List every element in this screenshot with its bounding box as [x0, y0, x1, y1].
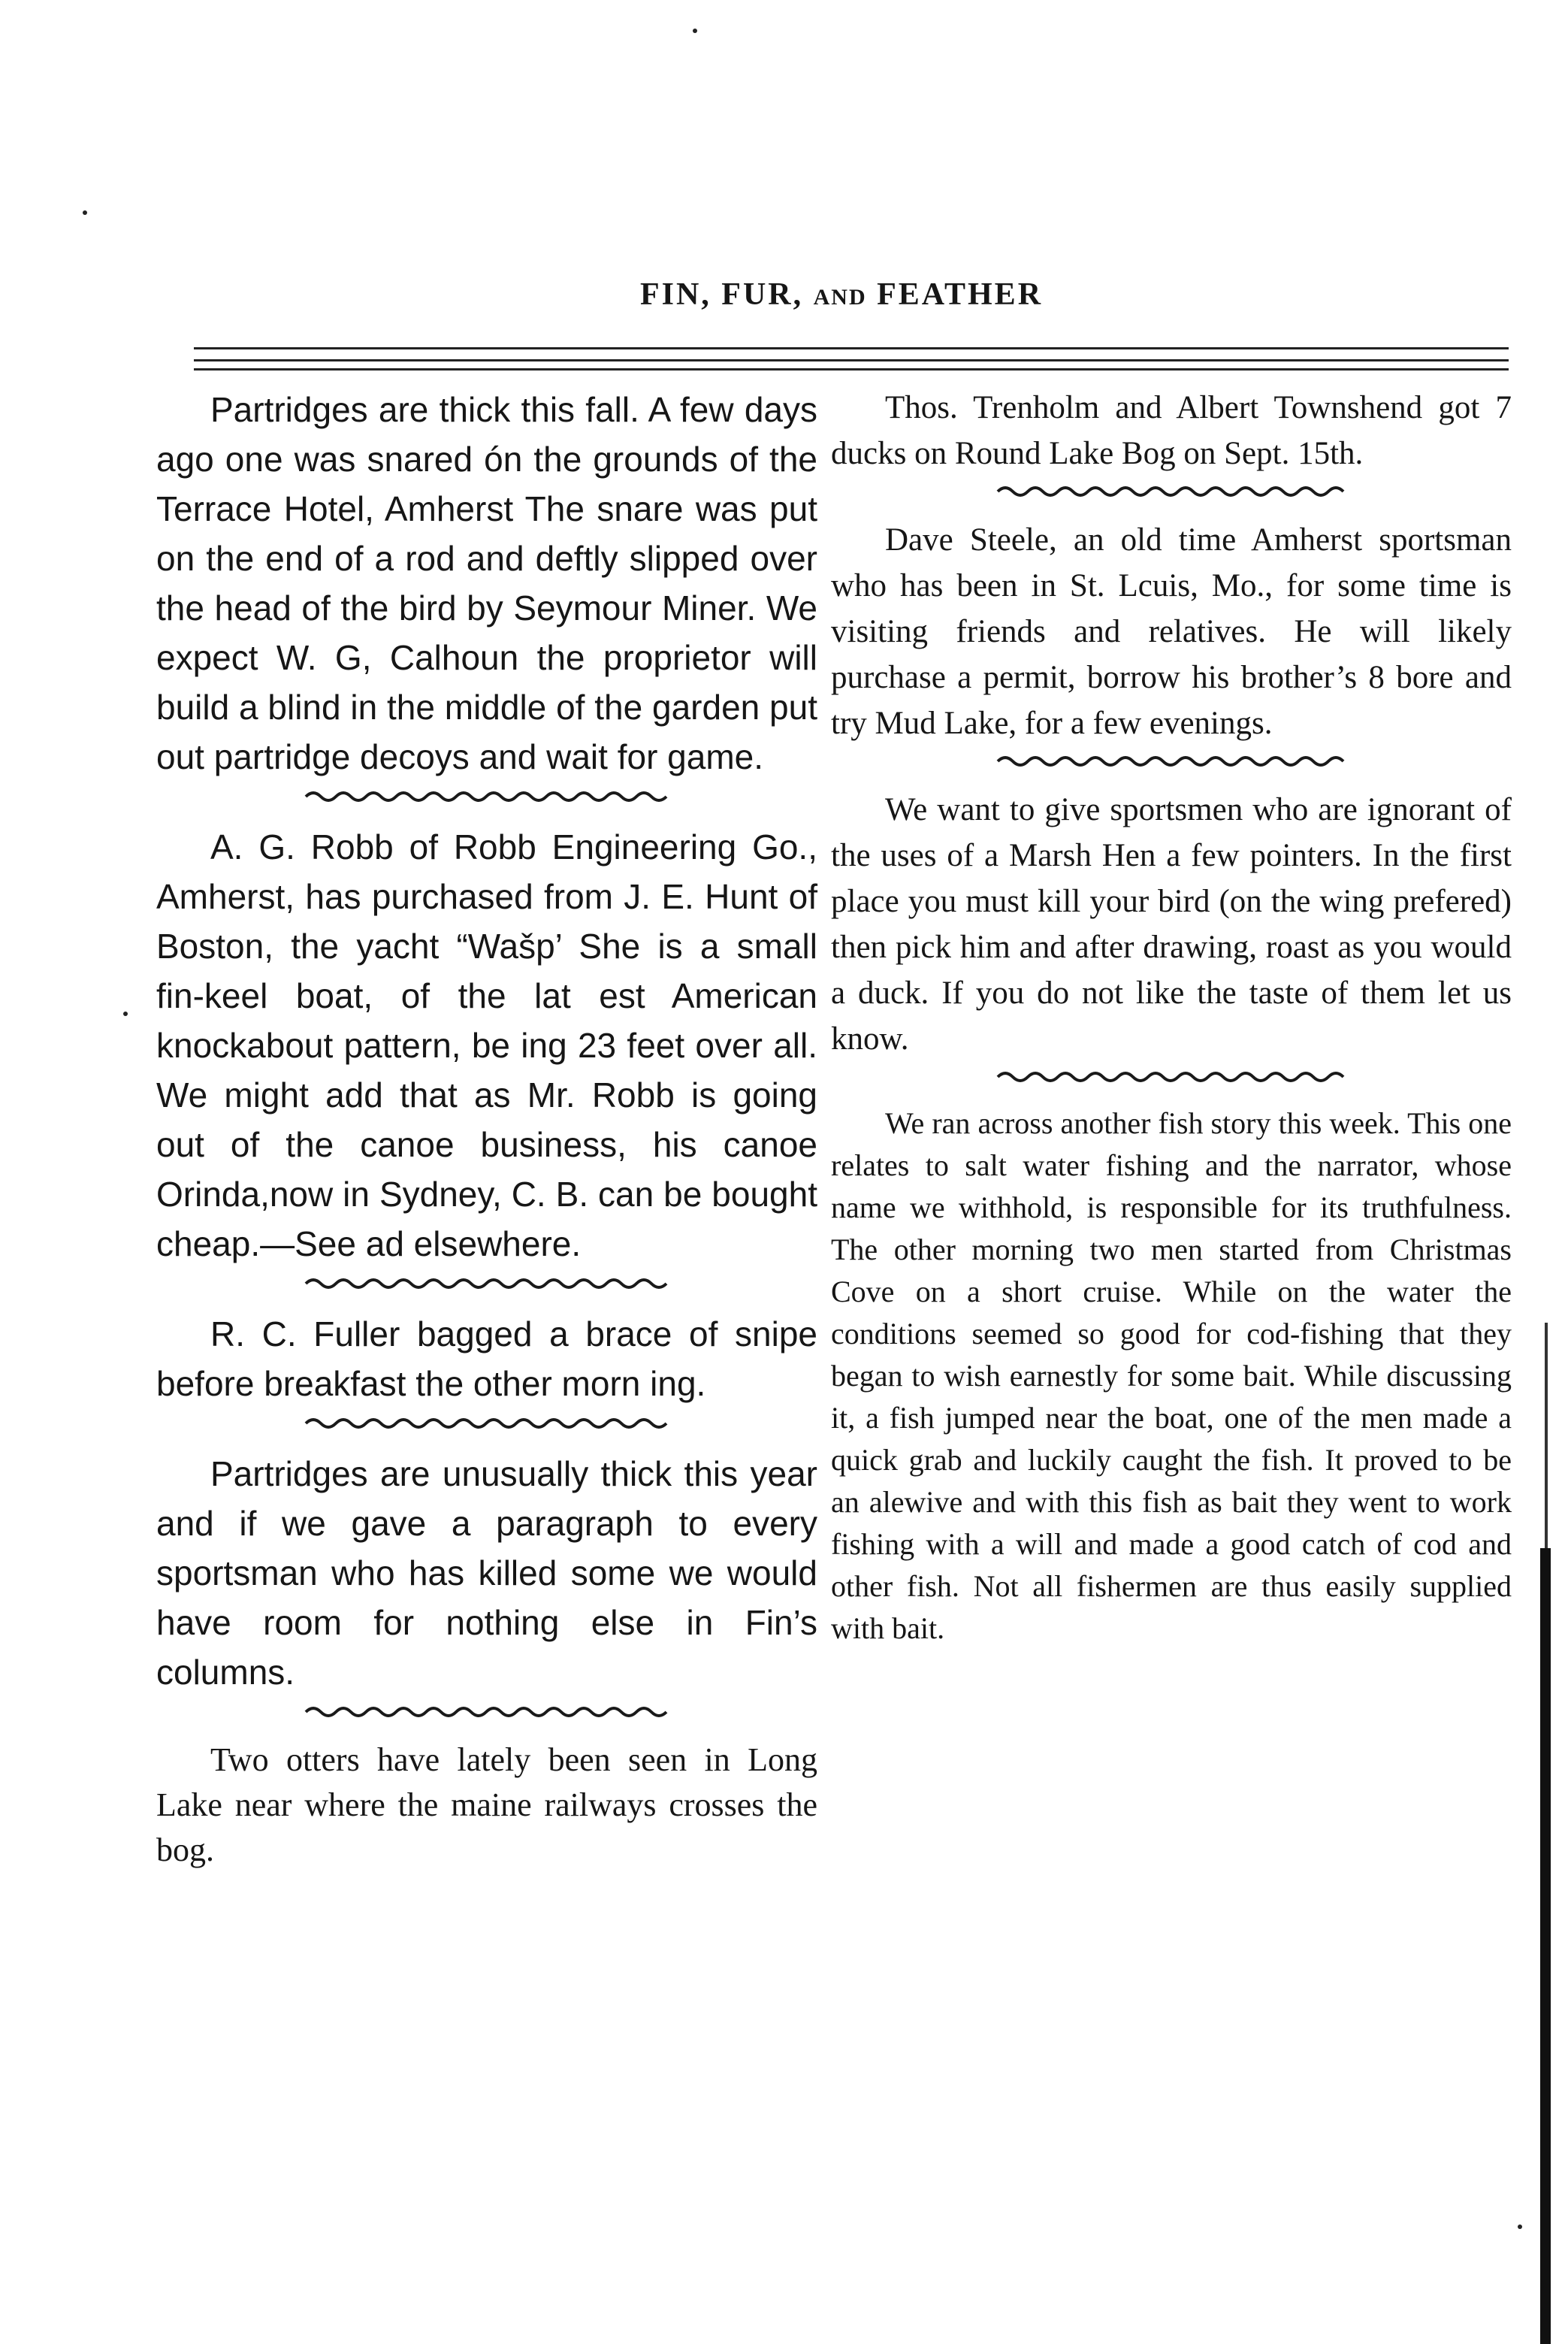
wavy-divider [303, 1273, 671, 1294]
article-paragraph: We want to give sportsmen who are ignorant of the uses of a Marsh Hen a few pointers. In the first place you must kill your bird (on the wing prefered) then pick him and after drawing, roast as you would a duck. If you do not like the taste of them let us know. [831, 792, 1512, 1057]
print-speck [693, 29, 697, 33]
header-part-3: FEATHER [877, 277, 1044, 312]
print-speck [123, 1012, 128, 1016]
wavy-divider [995, 481, 1348, 502]
header-rule [194, 359, 1509, 361]
article-paragraph: R. C. Fuller bagged a brace of snipe before breakfast the other morn ing. [156, 1314, 817, 1403]
page-edge-shadow [1540, 1548, 1551, 2344]
left-column [156, 385, 817, 1873]
right-column [831, 385, 1512, 1650]
header-part-1: FIN, FUR, [639, 277, 804, 312]
page-header [173, 277, 1510, 313]
article-paragraph: Partridges are unusually thick this year and if we gave a paragraph to every sportsman who has killed some we would have room for nothing else in Fin’s columns. [156, 1454, 817, 1692]
header-part-2: AND [813, 285, 867, 310]
print-speck [1518, 2225, 1522, 2229]
article-paragraph: Thos. Trenholm and Albert Townshend got 7 ducks on Round Lake Bog on Sept. 15th. [831, 390, 1512, 471]
header-rule [194, 347, 1509, 349]
article-paragraph: A. G. Robb of Robb Engineering Go., Amherst, has purchased from J. E. Hunt of Boston, the yacht “Wašp’ She is a small fin-keel boat, of the lat est American knockabout pattern, be ing 23 feet over all. We might add that as Mr. Robb is going out of the canoe business, his canoe Orinda,now in Sydney, C. B. can be bought cheap.—See ad elsewhere. [156, 827, 817, 1263]
page-edge-shadow [1545, 1323, 1548, 1548]
wavy-divider [303, 1701, 671, 1722]
wavy-divider [995, 751, 1348, 772]
article-paragraph: Dave Steele, an old time Amherst sportsman who has been in St. Lcuis, Mo., for some time is visiting friends and relatives. He will likely purchase a permit, borrow his brother’s 8 bore and try Mud Lake, for a few evenings. [831, 522, 1512, 741]
wavy-divider [995, 1066, 1348, 1087]
article-paragraph: We ran across another fish story this week. This one relates to salt water fishing and the narrator, whose name we withhold, is responsible for its truthfulness. The other morning two men started from Christmas Cove on a short cruise. While on the water the conditions seemed so good for cod-fishing that they began to wish earnestly for some bait. While discussing it, a fish jumped near the boat, one of the men made a quick grab and luckily caught the fish. It proved to be an alewive and with this fish as bait they went to work fishing with a will and made a good catch of cod and other fish. Not all fishermen are thus easily supplied with bait. [831, 1106, 1512, 1645]
wavy-divider [303, 1413, 671, 1434]
header-rule [194, 368, 1509, 371]
article-paragraph: Partridges are thick this fall. A few days ago one was snared ón the grounds of the Terrace Hotel, Amherst The snare was put on the end of a rod and deftly slipped over the head of the bird by Seymour Miner. We expect W. G, Calhoun the proprietor will build a blind in the middle of the garden put out partridge decoys and wait for game. [156, 390, 817, 776]
article-paragraph: Two otters have lately been seen in Long Lake near where the maine railways crosses the bog. [156, 1741, 817, 1868]
wavy-divider [303, 786, 671, 807]
print-speck [83, 210, 87, 215]
